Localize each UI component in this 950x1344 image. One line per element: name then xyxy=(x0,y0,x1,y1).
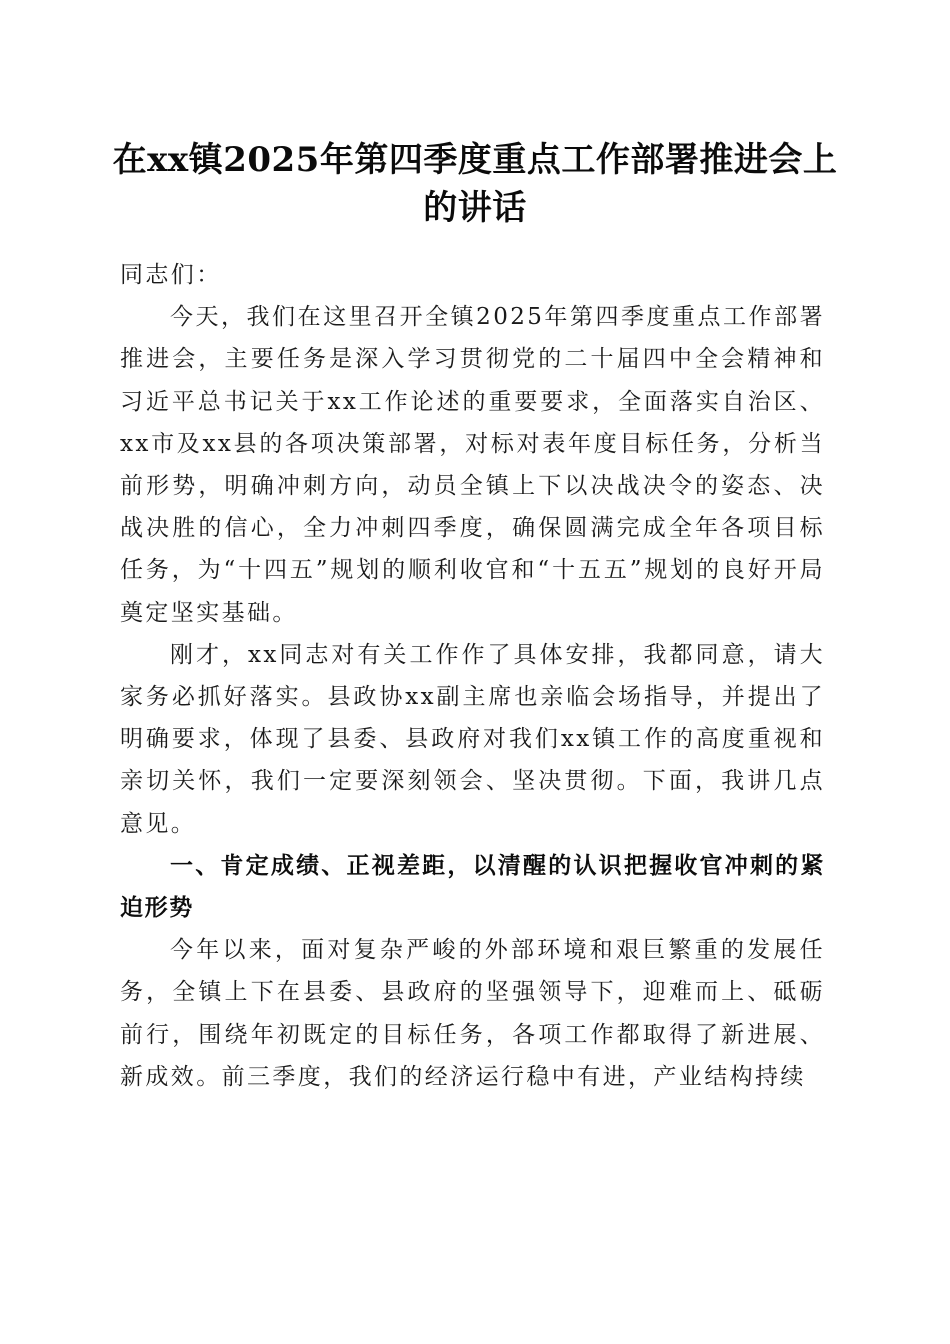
section-heading-1: 一、肯定成绩、正视差距，以清醒的认识把握收官冲刺的紧迫形势 xyxy=(120,852,825,922)
section-1-paragraph: 今年以来，面对复杂严峻的外部环境和艰巨繁重的发展任务，全镇上下在县委、县政府的坚强领导下，迎难而上、砥砺前行，围绕年初既定的目标任务，各项工作都取得了新进展、新成效。前三季度，我们的经济运行稳中有进，产业结构持续 xyxy=(120,937,825,1090)
salutation: 同志们： xyxy=(120,262,222,288)
document-body xyxy=(120,254,825,1098)
paragraph-remarks: 刚才，xx同志对有关工作作了具体安排，我都同意，请大家务必抓好落实。县政协xx副主席也亲临会场指导，并提出了明确要求，体现了县委、县政府对我们xx镇工作的高度重视和亲切关怀，我们一定要深刻领会、坚决贯彻。下面，我讲几点意见。 xyxy=(120,641,825,837)
document-title: 在xx镇2025年第四季度重点工作部署推进会上的讲话 xyxy=(112,140,838,228)
paragraph-opening: 今天，我们在这里召开全镇2025年第四季度重点工作部署推进会，主要任务是深入学习贯彻党的二十届四中全会精神和习近平总书记关于xx工作论述的重要要求，全面落实自治区、xx市及xx县的各项决策部署，对标对表年度目标任务，分析当前形势，明确冲刺方向，动员全镇上下以决战决令的姿态、决战决胜的信心，全力冲刺四季度，确保圆满完成全年各项目标任务，为“十四五”规划的顺利收官和“十五五”规划的良好开局奠定坚实基础。 xyxy=(120,304,825,626)
